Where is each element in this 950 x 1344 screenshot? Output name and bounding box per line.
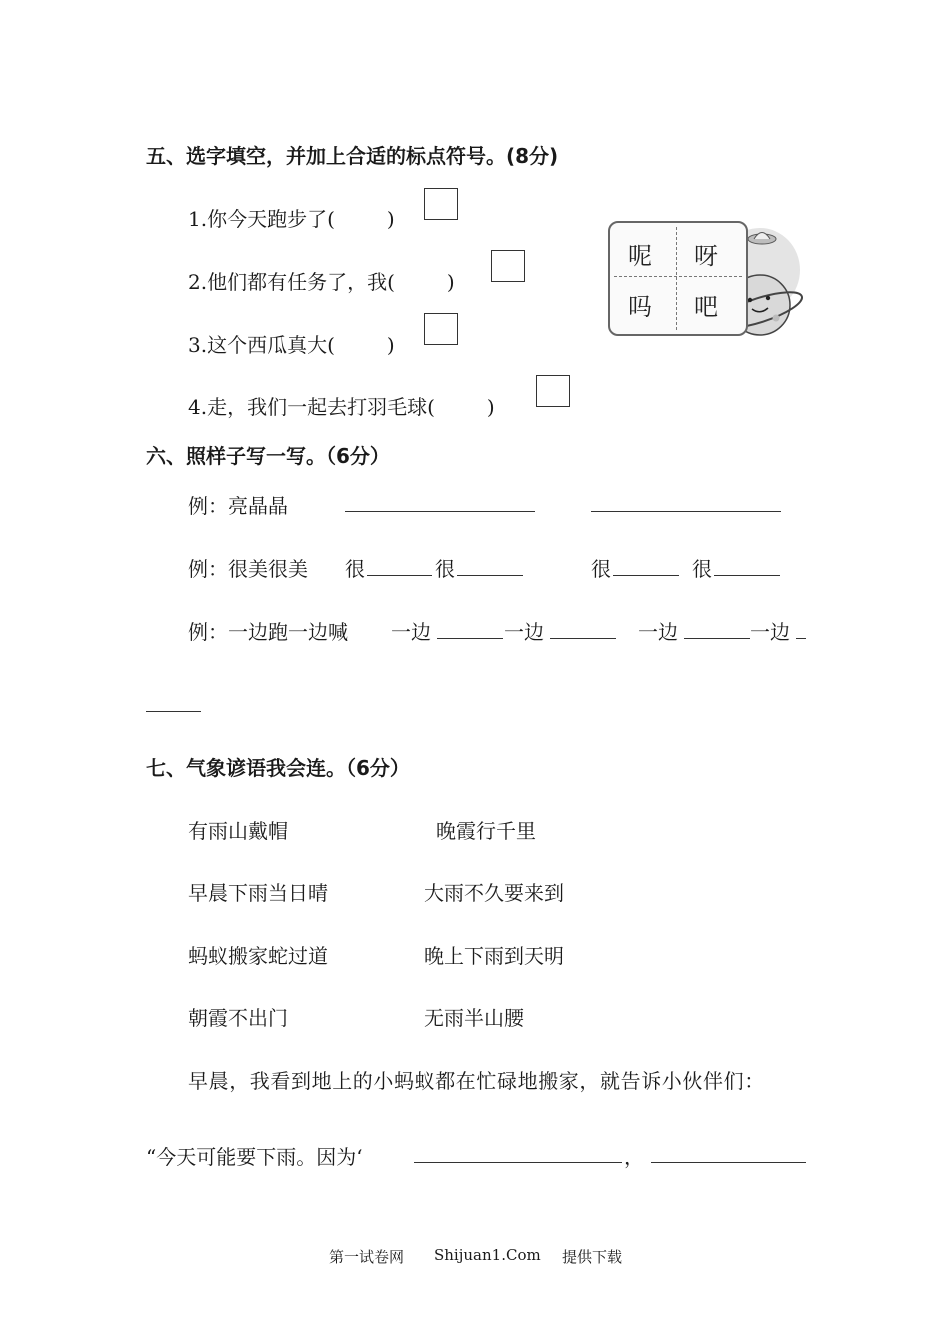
section-7-title: 七、气象谚语我会连。（6分）: [146, 756, 410, 780]
footer-center: Shijuan1.Com: [434, 1246, 541, 1264]
choice-ba: 吧: [694, 293, 718, 321]
blank-2d[interactable]: [714, 575, 780, 576]
question-1-text: 1.你今天跑步了(: [188, 207, 335, 231]
blank-3c[interactable]: [684, 638, 750, 639]
question-1-close: ): [386, 207, 395, 231]
proverb-left-3[interactable]: 蚂蚁搬家蛇过道: [188, 944, 328, 968]
blank-7a[interactable]: [414, 1162, 622, 1163]
choice-ya: 呀: [694, 242, 718, 270]
blank-2b[interactable]: [457, 575, 523, 576]
paragraph-2-start: “今天可能要下雨。因为‘: [146, 1145, 363, 1169]
question-4: [188, 391, 495, 420]
blank-3b[interactable]: [550, 638, 616, 639]
choice-card: [608, 221, 748, 336]
question-4-close: ): [486, 395, 495, 419]
section-5-title: 五、选字填空，并加上合适的标点符号。(8分): [146, 144, 559, 168]
proverb-left-1[interactable]: 有雨山戴帽: [188, 819, 288, 843]
proverb-right-1[interactable]: 晚霞行千里: [436, 819, 536, 843]
answer-box-2[interactable]: [491, 250, 525, 282]
example-2-word-3: 很: [591, 557, 611, 581]
paragraph-2-comma: ，: [624, 1145, 644, 1169]
blank-3d-continued[interactable]: [146, 711, 201, 712]
blank-2a[interactable]: [367, 575, 432, 576]
question-2-close: ): [446, 270, 455, 294]
footer-left: 第一试卷网: [329, 1248, 405, 1266]
proverb-left-4[interactable]: 朝霞不出门: [188, 1006, 288, 1030]
proverb-right-3[interactable]: 晚上下雨到天明: [424, 944, 564, 968]
proverb-left-2[interactable]: 早晨下雨当日晴: [188, 881, 328, 905]
proverb-right-4[interactable]: 无雨半山腰: [424, 1006, 524, 1030]
question-2: [188, 266, 455, 295]
paragraph-1: 早晨，我看到地上的小蚂蚁都在忙碌地搬家，就告诉小伙伴们：: [188, 1069, 765, 1093]
example-3-word-3: 一边: [638, 620, 678, 644]
example-2-word-1: 很: [345, 557, 365, 581]
question-1: [188, 203, 395, 232]
example-2-word-4: 很: [692, 557, 712, 581]
question-3-text: 3.这个西瓜真大(: [188, 333, 335, 357]
example-3-word-4: 一边: [750, 620, 790, 644]
proverb-right-2[interactable]: 大雨不久要来到: [424, 881, 564, 905]
blank-2c[interactable]: [613, 575, 679, 576]
blank-3a[interactable]: [437, 638, 503, 639]
blank-3d[interactable]: [796, 638, 806, 639]
example-3-word-2: 一边: [504, 620, 544, 644]
blank-7b[interactable]: [651, 1162, 806, 1163]
footer-right: 提供下载: [562, 1248, 623, 1266]
example-2-word-2: 很: [435, 557, 455, 581]
blank-1b[interactable]: [591, 511, 781, 512]
example-3-word-1: 一边: [391, 620, 431, 644]
choice-ne: 呢: [628, 242, 652, 270]
answer-box-4[interactable]: [536, 375, 570, 407]
example-2: 例：很美很美: [188, 557, 308, 581]
question-3-close: ): [386, 333, 395, 357]
blank-1a[interactable]: [345, 511, 535, 512]
choice-ma: 吗: [628, 293, 652, 321]
answer-box-3[interactable]: [424, 313, 458, 345]
example-3: 例：一边跑一边喊: [188, 620, 348, 644]
example-1: 例：亮晶晶: [188, 494, 288, 518]
answer-box-1[interactable]: [424, 188, 458, 220]
question-4-text: 4.走，我们一起去打羽毛球(: [188, 395, 435, 419]
section-6-title: 六、照样子写一写。（6分）: [146, 444, 390, 468]
question-2-text: 2.他们都有任务了，我(: [188, 270, 395, 294]
question-3: [188, 329, 395, 358]
